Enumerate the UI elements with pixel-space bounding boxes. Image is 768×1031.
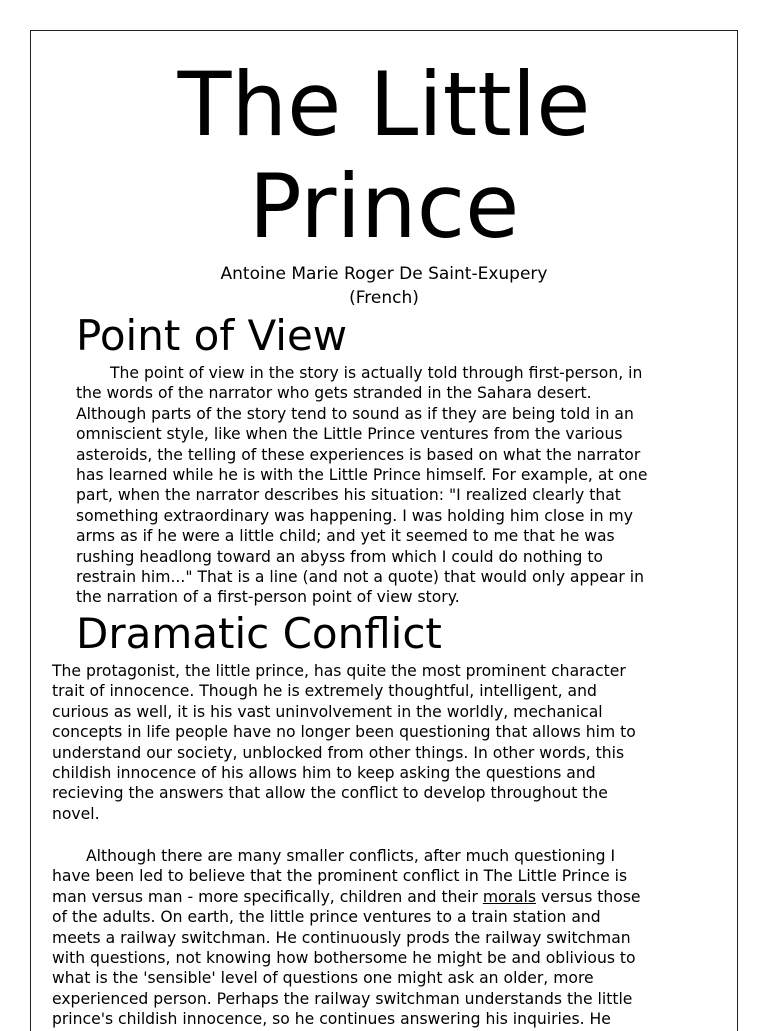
paragraph-line-with-link xyxy=(52,887,641,907)
paragraph-line: The point of view in the story is actually told through first-person, in xyxy=(110,364,643,382)
paragraph-line: of the adults. On earth, the little prince ventures to a train station and xyxy=(52,908,601,927)
paragraph-line: trait of innocence. Though he is extremely thoughtful, intelligent, and xyxy=(52,682,597,701)
paragraph-line: what is the 'sensible' level of questions one might ask an older, more xyxy=(52,969,594,988)
paragraph-line: prince's childish innocence, so he continues answering his inquiries. He xyxy=(52,1010,611,1029)
line-segment: versus those xyxy=(540,887,641,906)
paragraph-line: recieving the answers that allow the conflict to develop throughout the xyxy=(52,784,608,803)
paragraph-line: restrain him..." That is a line (and not a quote) that would only appear in xyxy=(76,568,644,587)
paragraph-line: understand our society, unblocked from other things. In other words, this xyxy=(52,743,625,762)
title-line-2: Prince xyxy=(248,155,520,258)
heading-point-of-view: Point of View xyxy=(76,311,348,360)
paragraph-line: Although parts of the story tend to sound as if they are being told in an xyxy=(76,404,634,423)
paragraph-line: omniscient style, like when the Little Prince ventures from the various xyxy=(76,425,623,444)
paragraph-line: the words of the narrator who gets stranded in the Sahara desert. xyxy=(76,384,592,403)
paragraph-line: childish innocence of his allows him to keep asking the questions and xyxy=(52,764,596,783)
paragraph-line: with questions, not knowing how bothersome he might be and oblivious to xyxy=(52,949,636,968)
paragraph-line: rushing headlong toward an abyss from which I could do nothing to xyxy=(76,547,604,566)
line-segment: man versus man - more specifically, children and their xyxy=(52,887,478,906)
paragraph-line: has learned while he is with the Little Prince himself. For example, at one xyxy=(76,466,648,485)
paragraph-line: Although there are many smaller conflicts, after much questioning I xyxy=(86,847,616,865)
author-name: Antoine Marie Roger De Saint-Exupery xyxy=(220,264,548,284)
heading-dramatic-conflict: Dramatic Conflict xyxy=(76,609,442,658)
paragraph-line: part, when the narrator describes his situation: "I realized clearly that xyxy=(76,486,621,505)
paragraph-line: experienced person. Perhaps the railway switchman understands the little xyxy=(52,989,633,1008)
paragraph-dramatic-conflict-2 xyxy=(52,846,641,1030)
paragraph-dramatic-conflict-1 xyxy=(52,661,636,824)
paragraph-line: arms as if he were a little child; and yet it seemed to me that he was xyxy=(76,527,615,546)
paragraph-line: have been led to believe that the prominent conflict in The Little Prince is xyxy=(52,867,628,886)
paragraph-line: novel. xyxy=(52,804,100,823)
paragraph-line: something extraordinary was happening. I was holding him close in my xyxy=(76,506,633,525)
paragraph-point-of-view xyxy=(76,363,648,608)
document-page xyxy=(30,30,738,1031)
paragraph-line: the narration of a first-person point of view story. xyxy=(76,588,460,607)
paragraph-line: asteroids, the telling of these experiences is based on what the narrator xyxy=(76,445,641,464)
author-language: (French) xyxy=(349,288,419,308)
paragraph-line: concepts in life people have no longer been questioning that allows him to xyxy=(52,723,636,742)
title-line-1: The Little xyxy=(177,53,591,156)
paragraph-line: meets a railway switchman. He continuously prods the railway switchman xyxy=(52,928,631,947)
paragraph-line: The protagonist, the little prince, has quite the most prominent character xyxy=(52,662,626,680)
morals-link[interactable]: morals xyxy=(482,887,536,906)
paragraph-line: curious as well, it is his vast uninvolvement in the worldly, mechanical xyxy=(52,702,603,721)
